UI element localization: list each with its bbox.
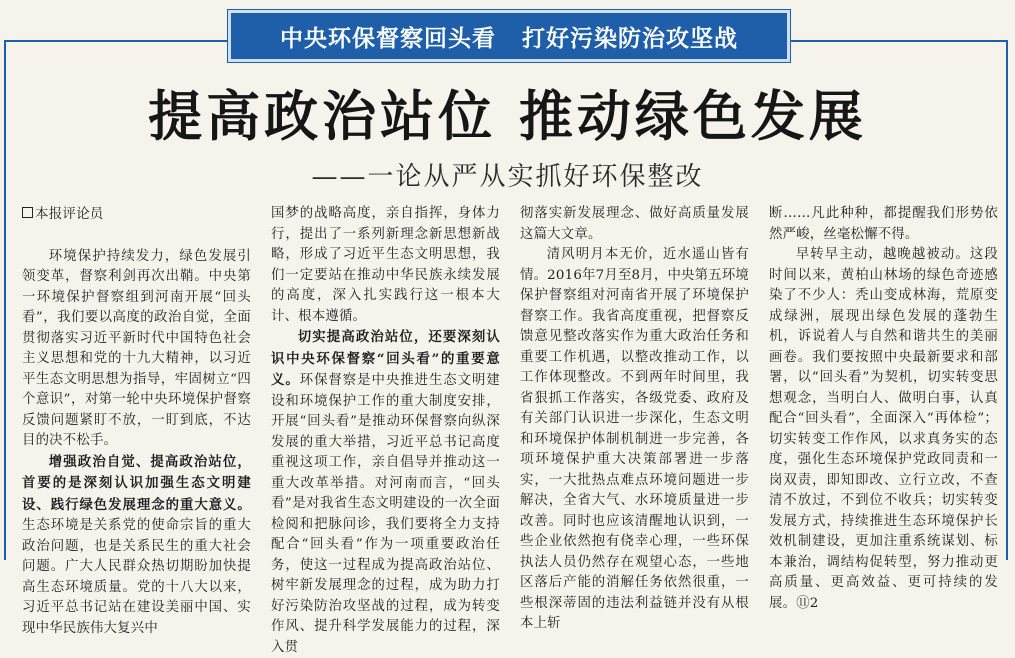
headline: 提高政治站位 推动绿色发展 — [148, 85, 867, 148]
column-3 — [520, 204, 749, 631]
column-1 — [22, 204, 251, 636]
paragraph: 国梦的战略高度，亲自指挥，身体力行，提出了一系列新理念新思想新战略，形成了习近平生态文明思想，我们一定要站在推动中华民族永续发展的高度，深入扎实践行这一根本大计、根本遵循。 — [271, 206, 500, 324]
end-mark: ⑪2 — [796, 595, 819, 611]
top-rule-left — [4, 40, 230, 42]
paragraph-text: 环保督察是中央推进生态文明建设和环境保护工作的重大制度安排，开展“回头看”是推动环保督察向纵深发展的重大举措，习近平总书记高度重视这项工作，亲自倡导并推动这一重大改革举措。对河南而言，“回头看”是对我省生态文明建设的一次全面检阅和把脉问诊，我们要将全力支持配合“回头看”作为一项重要政治任务，使这一过程成为提高政治站位、树牢新发展理念的过程，成为助力打好污染防治攻坚战的过程，成为转变作风、提升科学发展能力的过程，深入贯 — [271, 373, 500, 655]
paragraph — [22, 452, 251, 640]
paragraph — [271, 327, 500, 658]
banner-part1: 中央环保督察回头看 — [280, 25, 496, 52]
paragraph-lead: 增强政治自觉、提高政治站位，首要的是深刻认识加强生态文明建设、践行绿色发展理念的重大意义。 — [22, 453, 251, 513]
paragraph-text: 早转早主动，越晚越被动。这段时间以来，黄柏山林场的绿色奇迹感染了不少人：秃山变成林海，荒原变成绿洲，展现出绿色发展的蓬勃生机，诉说着人与自然和谐共生的美丽画卷。我们要按照中央最新要求和部署，以“回头看”为契机，切实转变思想观念，当明白人、做明白事，认真配合“回头看”，全面深入“再体检”；切实转变工作作风，以求真务实的态度，强化生态环境保护党政同责和一岗双责，即知即改、立行立改，不查清不放过，不到位不收兵；切实转变发展方式，持续推进生态环境保护长效机制建设，更加注重系统谋划、标本兼治，调结构促转型，努力推动更高质量、更高效益、更可持续的发展。 — [769, 247, 998, 611]
subhead: ——一论从严从实抓好环保整改 — [311, 162, 704, 192]
banner-part2: 打好污染防治攻坚战 — [522, 25, 738, 52]
paragraph: 彻落实新发展理念、做好高质量发展这篇大文章。 — [520, 206, 749, 242]
section-banner — [228, 10, 790, 62]
paragraph: 清风明月本无价，近水遥山皆有情。2016年7月至8月，中央第五环境保护督察组对河南省开展了环境保护督察工作。我省高度重视，把督察反馈意见整改落实作为重大政治任务和重要工作机遇，以整改推动工作，以工作体现整改。不到两年时间里，我省狠抓工作落实，各级党委、政府及有关部门认识进一步深化，生态文明和环境保护体制机制进一步完善，各项环境保护重大决策部署进一步落实，一大批热点难点环境问题进一步解决，全省大气、水环境质量进一步改善。同时也应该清醒地认识到，一些企业依然抱有侥幸心理，一些环保执法人员仍然存在观望心态，一些地区落后产能的消解任务依然很重，一些根深蒂固的违法利益链并没有从根本上斩 — [520, 247, 749, 631]
column-4 — [769, 204, 998, 611]
byline-text: 本报评论员 — [35, 206, 104, 222]
top-rule-right — [790, 40, 1008, 42]
paragraph-lead: 切实提高政治站位，还要深刻认识中央环保督察“回头看”的重要意义。 — [271, 329, 500, 388]
byline — [22, 204, 251, 225]
column-2 — [271, 204, 500, 655]
paragraph: 环境保护持续发力，绿色发展引领变革，督察利剑再次出鞘。中央第一环境保护督察组到河南开展“回头看”，我们要以高度的政治自觉，全面贯彻落实习近平新时代中国特色社会主义思想和党的十九大精神，以习近平生态文明思想为指导，牢固树立“四个意识”，对第一轮中央环境保护督察反馈问题紧盯不放，一盯到底，不达目的决不松手。 — [22, 248, 251, 448]
paragraph — [769, 245, 998, 614]
byline-box-icon — [22, 207, 33, 218]
paragraph-text: 生态环境是关系党的使命宗旨的重大政治问题，也是关系民生的重大社会问题。广大人民群众热切期盼加快提高生态环境质量。党的十八大以来，习近平总书记站在建设美丽中国、实现中华民族伟大复兴中 — [22, 518, 251, 636]
paragraph: 断……凡此种种，都提醒我们形势依然严峻，丝毫松懈不得。 — [769, 206, 998, 242]
article-body — [22, 204, 998, 655]
